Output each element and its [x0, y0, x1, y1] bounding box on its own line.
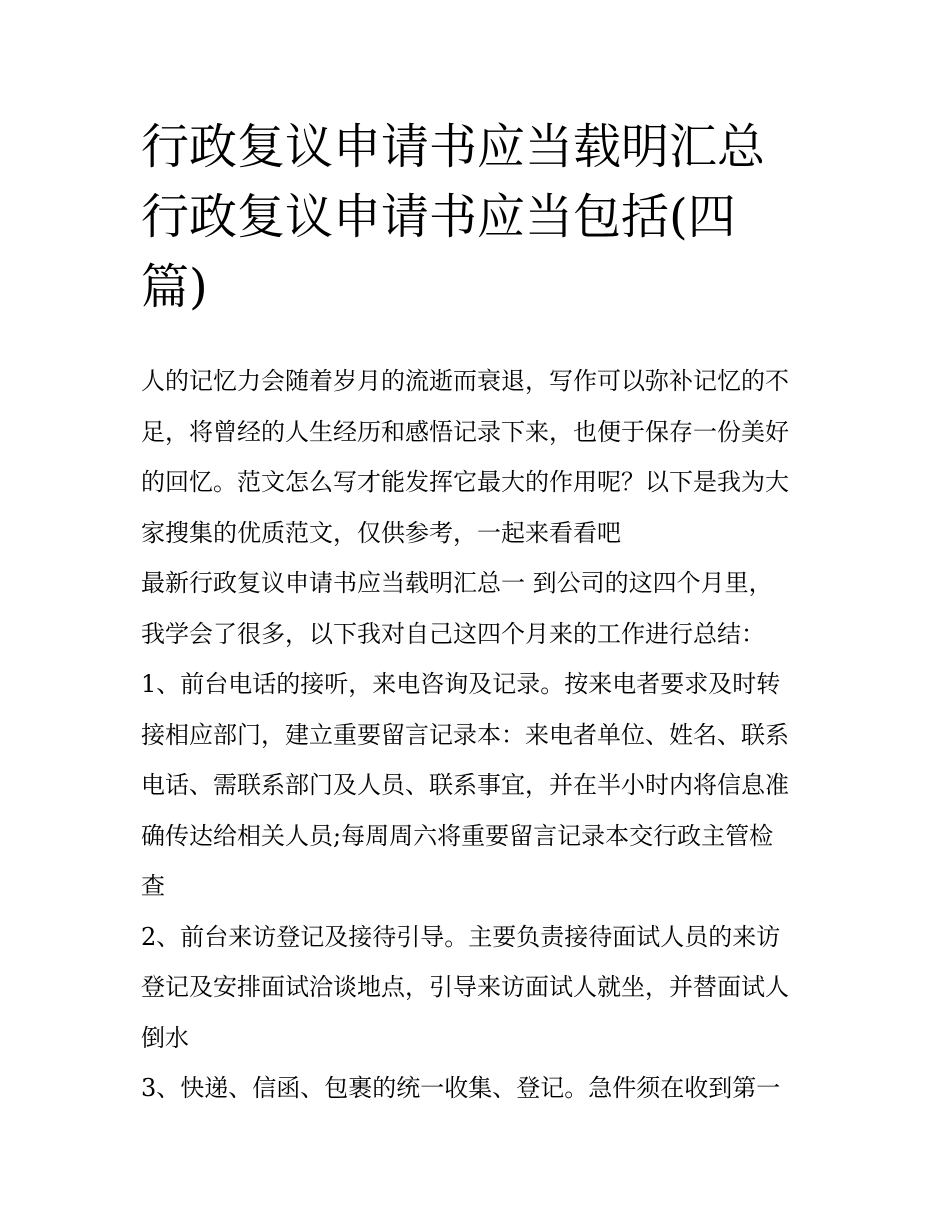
- body-line: 我学会了很多，以下我对自己这四个月来的工作进行总结：: [141, 619, 765, 648]
- body-line: 确传达给相关人员;每周周六将重要留言记录本交行政主管检: [141, 821, 774, 850]
- body-line: 查: [141, 872, 165, 900]
- body-line: 3、快递、信函、包裹的统一收集、登记。急件须在收到第一: [141, 1074, 781, 1102]
- body-line: 接相应部门，建立重要留言记录本：来电者单位、姓名、联系: [141, 720, 789, 749]
- body-line: 最新行政复议申请书应当载明汇总一 到公司的这四个月里，: [141, 569, 773, 597]
- title-line: 行政复议申请书应当包括(四: [141, 189, 736, 245]
- body-line: 的回忆。范文怎么写才能发挥它最大的作用呢？以下是我为大: [141, 468, 789, 496]
- body-line: 登记及安排面试洽谈地点，引导来访面试人就坐，并替面试人: [141, 973, 789, 1001]
- document-title: [141, 112, 821, 322]
- title-line: 行政复议申请书应当载明汇总: [141, 119, 766, 175]
- body-line: 家搜集的优质范文，仅供参考，一起来看看吧: [141, 518, 621, 547]
- body-line: 1、前台电话的接听，来电咨询及记录。按来电者要求及时转: [141, 670, 781, 698]
- body-line: 倒水: [141, 1023, 189, 1052]
- body-line: 2、前台来访登记及接待引导。主要负责接待面试人员的来访: [141, 922, 781, 951]
- document-body: [141, 356, 831, 1114]
- title-line: 篇): [141, 259, 208, 315]
- body-line: 电话、需联系部门及人员、联系事宜，并在半小时内将信息准: [141, 771, 789, 799]
- body-line: 人的记忆力会随着岁月的流逝而衰退，写作可以弥补记忆的不: [141, 367, 789, 395]
- body-line: 足，将曾经的人生经历和感悟记录下来，也便于保存一份美好: [141, 417, 789, 446]
